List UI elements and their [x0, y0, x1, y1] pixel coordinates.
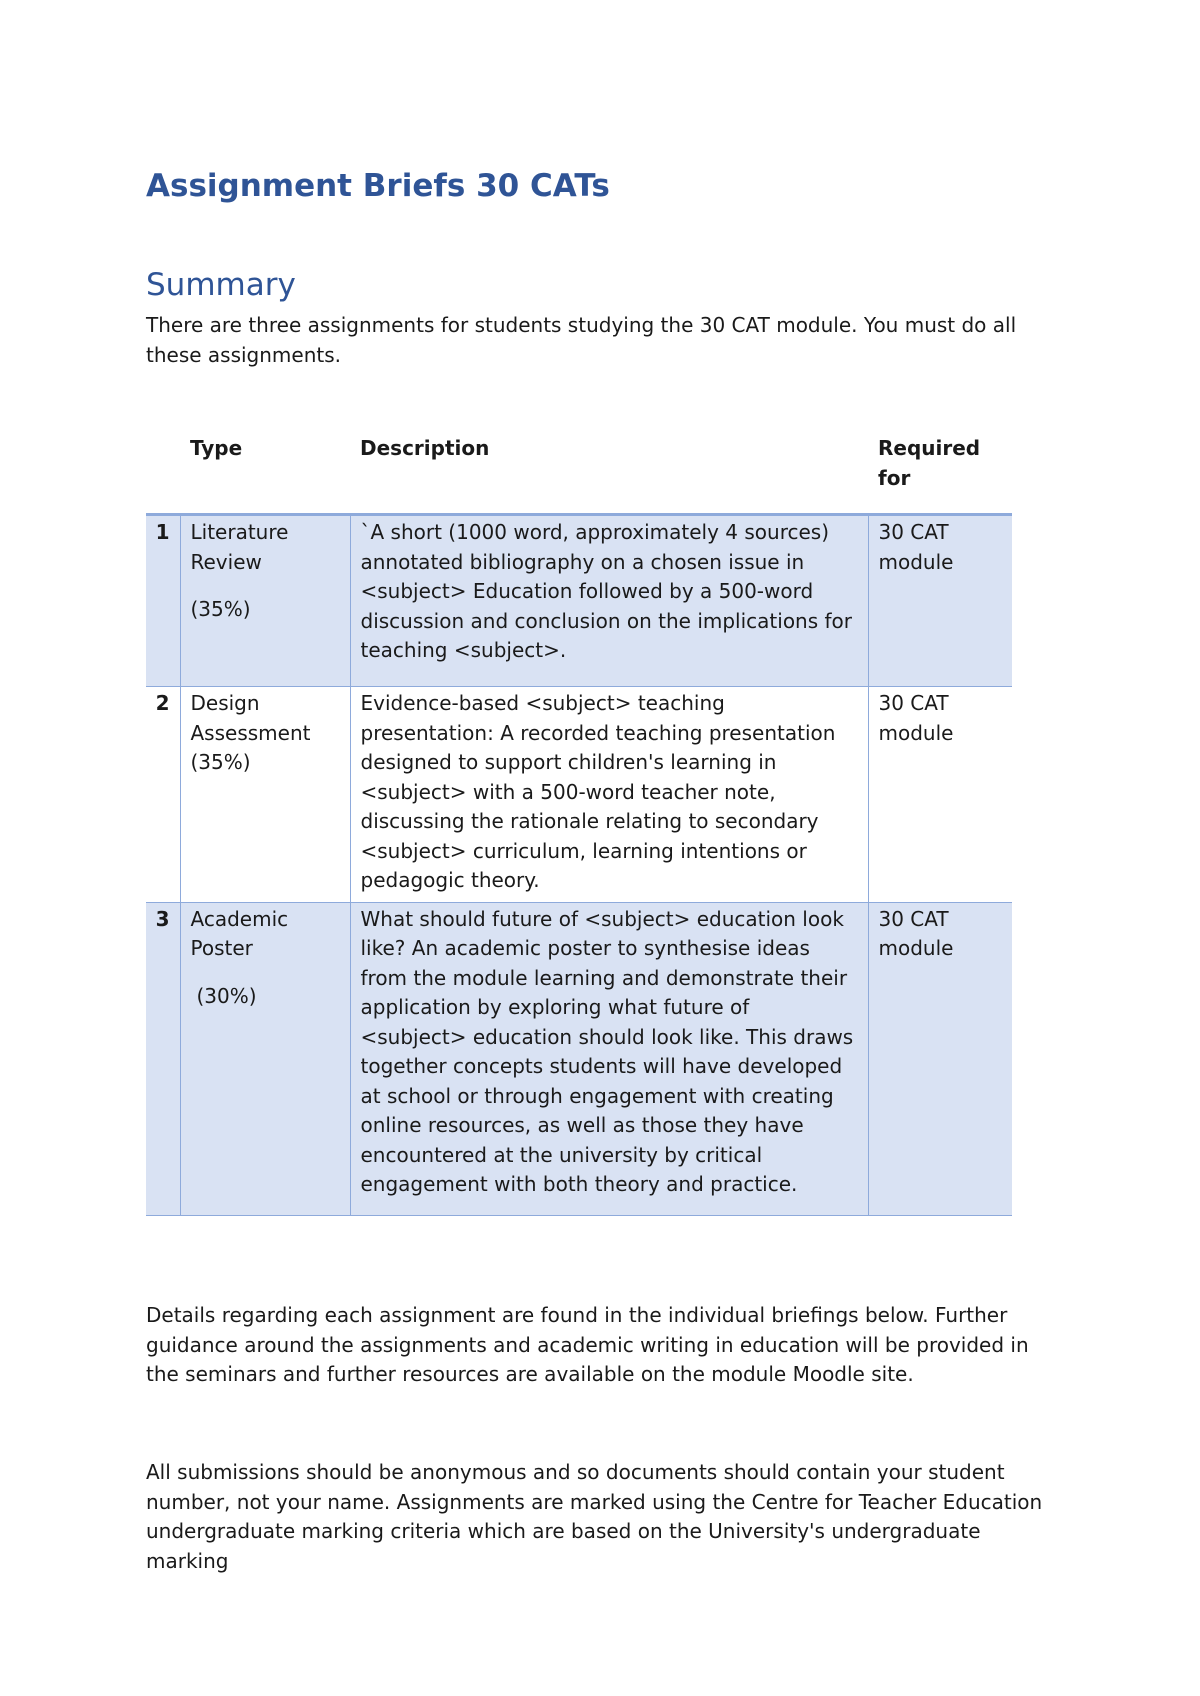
table-row [146, 515, 1012, 687]
assignment-type: Literature Review [190, 520, 289, 574]
assignment-weight: (30%) [196, 983, 257, 1008]
row-number: 1 [146, 515, 180, 687]
header-description: Description [350, 434, 868, 515]
assignment-weight: (35%) [190, 597, 251, 621]
assignment-weight: (35%) [190, 750, 251, 774]
details-paragraph: Details regarding each assignment are found in the individual briefings below. Further guidance around the assignments and academic writing in education will be provided in the seminars and further resources are available on the module Moodle site. [146, 1303, 1029, 1386]
anonymity-paragraph: All submissions should be anonymous and so documents should contain your student number, not your name. Assignments are marked using the Centre for Teacher Education undergraduate marking criteria which are based on the University's undergraduate marking [146, 1460, 1043, 1573]
row-number: 3 [146, 902, 180, 1215]
required-for-cell: 30 CAT module [868, 902, 1012, 1215]
summary-text: There are three assignments for students studying the 30 CAT module. You must do all these assignments. [146, 313, 1017, 367]
type-cell [180, 902, 350, 1215]
assignments-table [146, 434, 1012, 1216]
type-cell [180, 515, 350, 687]
table-row [146, 902, 1012, 1215]
table-header-row [146, 434, 1012, 515]
table-row [146, 687, 1012, 903]
description-cell: Evidence-based <subject> teaching presentation: A recorded teaching presentation designed to support children's learning in <subject> with a 500-word teacher note, discussing the rationale relating to secondary <subject> curriculum, learning intentions or pedagogic theory. [350, 687, 868, 903]
header-number [146, 434, 180, 515]
assignment-type: Academic Poster [190, 906, 289, 960]
header-required-for: Required for [868, 434, 1012, 515]
description-cell: What should future of <subject> education look like? An academic poster to synthesise ideas from the module learning and demonstrate their application by exploring what future of <subject> education should look like. This draws together concepts students will have developed at school or through engagement with creating online resources, as well as those they have encountered at the university by critical engagement with both theory and practice. [350, 902, 868, 1215]
required-for-cell: 30 CAT module [868, 515, 1012, 687]
description-cell: `A short (1000 word, approximately 4 sources) annotated bibliography on a chosen issue in <subject> Education followed by a 500-word discussion and conclusion on the implications for teaching <subject>. [350, 515, 868, 687]
type-cell [180, 687, 350, 903]
header-type: Type [180, 434, 350, 515]
row-number: 2 [146, 687, 180, 903]
required-for-cell: 30 CAT module [868, 687, 1012, 903]
assignment-type: Design Assessment [190, 691, 311, 745]
summary-heading: Summary [146, 267, 296, 303]
document-title: Assignment Briefs 30 CATs [146, 168, 610, 204]
